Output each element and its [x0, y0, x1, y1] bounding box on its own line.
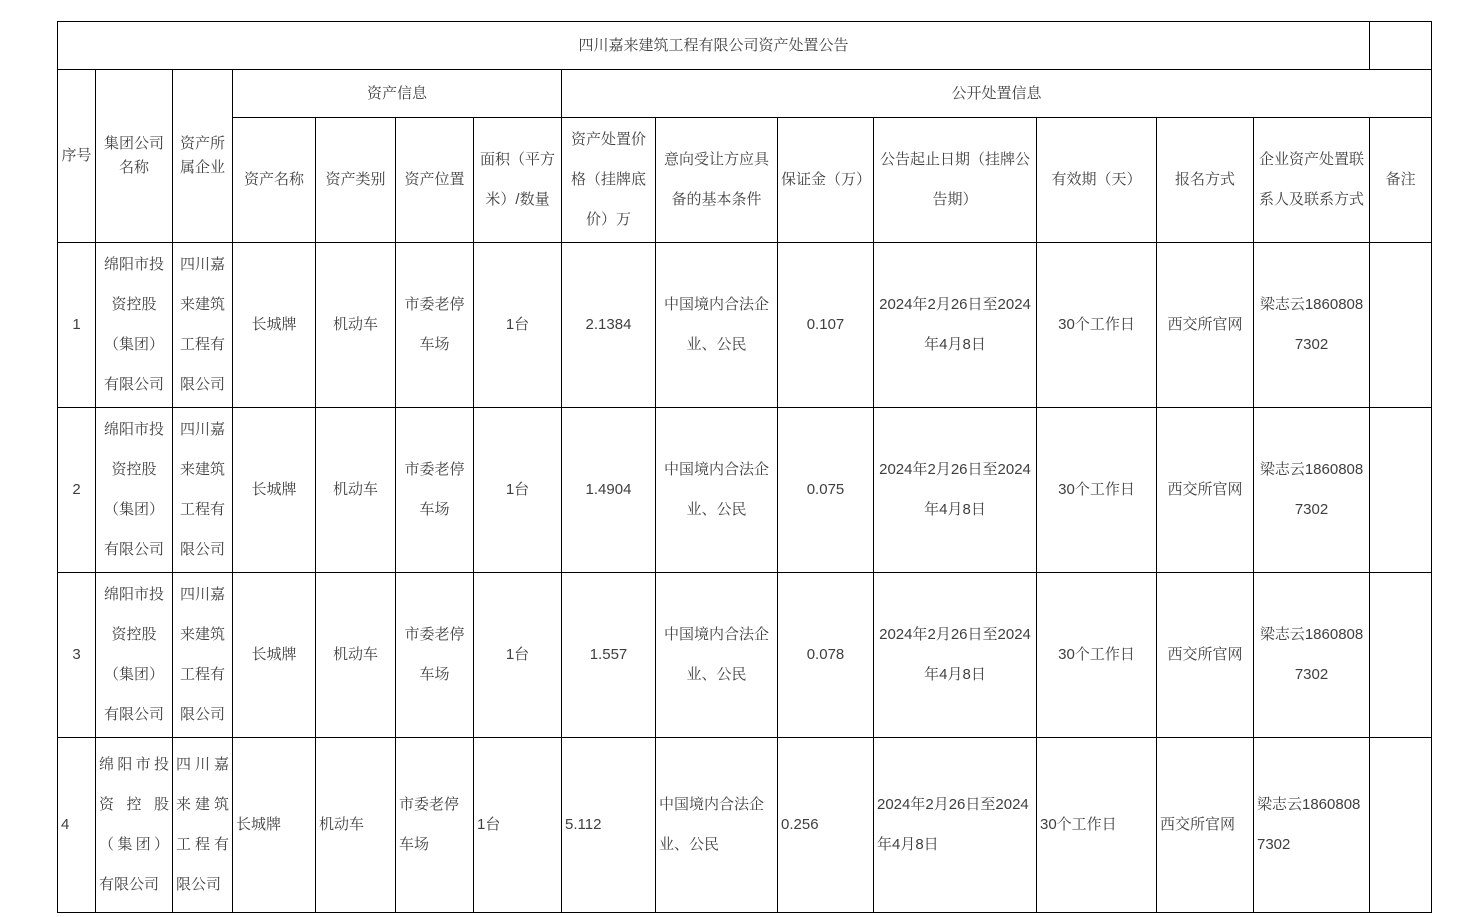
cell-owner-enterprise: 四川嘉来建筑工程有限公司	[173, 408, 233, 573]
cell-disposal-price: 1.557	[562, 573, 656, 738]
cell-transferee-conditions: 中国境内合法企业、公民	[656, 738, 778, 913]
cell-deposit: 0.078	[778, 573, 874, 738]
cell-disposal-price: 5.112	[562, 738, 656, 913]
cell-asset-location: 市委老停车场	[396, 738, 474, 913]
cell-registration-method: 西交所官网	[1157, 573, 1254, 738]
band-asset-info: 资产信息	[233, 70, 562, 118]
cell-announcement-period: 2024年2月26日至2024年4月8日	[874, 738, 1037, 913]
cell-asset-location: 市委老停车场	[396, 243, 474, 408]
cell-asset-name: 长城牌	[233, 573, 316, 738]
cell-asset-category: 机动车	[316, 408, 396, 573]
cell-serial: 3	[58, 573, 96, 738]
col-header-announcement-period: 公告起止日期（挂牌公告期）	[874, 118, 1037, 243]
cell-validity-days: 30个工作日	[1037, 243, 1157, 408]
cell-owner-enterprise: 四川嘉来建筑工程有限公司	[173, 738, 233, 913]
col-header-remarks: 备注	[1370, 118, 1432, 243]
cell-asset-name: 长城牌	[233, 738, 316, 913]
cell-transferee-conditions: 中国境内合法企业、公民	[656, 243, 778, 408]
title-row	[58, 22, 1432, 70]
col-header-contact: 企业资产处置联系人及联系方式	[1254, 118, 1370, 243]
cell-asset-name: 长城牌	[233, 243, 316, 408]
cell-asset-name: 长城牌	[233, 408, 316, 573]
table-row-3	[58, 573, 1432, 738]
cell-remarks	[1370, 243, 1432, 408]
col-header-disposal-price: 资产处置价格（挂牌底价）万	[562, 118, 656, 243]
cell-disposal-price: 2.1384	[562, 243, 656, 408]
cell-area-quantity: 1台	[474, 573, 562, 738]
cell-remarks	[1370, 408, 1432, 573]
col-header-owner-enterprise: 资产所属企业	[173, 70, 233, 243]
cell-group-company: 绵阳市投资控股（集团）有限公司	[96, 243, 173, 408]
col-header-deposit: 保证金（万）	[778, 118, 874, 243]
cell-group-company: 绵阳市投资控股（集团）有限公司	[96, 408, 173, 573]
cell-remarks	[1370, 738, 1432, 913]
col-header-validity-days: 有效期（天）	[1037, 118, 1157, 243]
cell-transferee-conditions: 中国境内合法企业、公民	[656, 408, 778, 573]
band-public-disposal-info: 公开处置信息	[562, 70, 1432, 118]
cell-transferee-conditions: 中国境内合法企业、公民	[656, 573, 778, 738]
table-row-2	[58, 408, 1432, 573]
cell-registration-method: 西交所官网	[1157, 243, 1254, 408]
col-header-group-company: 集团公司名称	[96, 70, 173, 243]
title-row-empty-cell	[1370, 22, 1432, 70]
cell-deposit: 0.075	[778, 408, 874, 573]
cell-asset-location: 市委老停车场	[396, 573, 474, 738]
cell-deposit: 0.107	[778, 243, 874, 408]
cell-serial: 2	[58, 408, 96, 573]
cell-asset-location: 市委老停车场	[396, 408, 474, 573]
col-header-asset-category: 资产类别	[316, 118, 396, 243]
cell-area-quantity: 1台	[474, 738, 562, 913]
cell-owner-enterprise: 四川嘉来建筑工程有限公司	[173, 573, 233, 738]
cell-announcement-period: 2024年2月26日至2024年4月8日	[874, 243, 1037, 408]
cell-deposit: 0.256	[778, 738, 874, 913]
cell-asset-category: 机动车	[316, 738, 396, 913]
col-header-asset-name: 资产名称	[233, 118, 316, 243]
cell-area-quantity: 1台	[474, 408, 562, 573]
col-header-transferee-conditions: 意向受让方应具备的基本条件	[656, 118, 778, 243]
cell-announcement-period: 2024年2月26日至2024年4月8日	[874, 573, 1037, 738]
cell-contact: 梁志云18608087302	[1254, 573, 1370, 738]
cell-validity-days: 30个工作日	[1037, 408, 1157, 573]
cell-serial: 1	[58, 243, 96, 408]
cell-asset-category: 机动车	[316, 243, 396, 408]
cell-group-company: 绵阳市投资控股（集团）有限公司	[96, 573, 173, 738]
cell-validity-days: 30个工作日	[1037, 573, 1157, 738]
cell-registration-method: 西交所官网	[1157, 408, 1254, 573]
column-header-row	[58, 118, 1432, 243]
cell-asset-category: 机动车	[316, 573, 396, 738]
cell-registration-method: 西交所官网	[1157, 738, 1254, 913]
page-title: 四川嘉来建筑工程有限公司资产处置公告	[58, 22, 1370, 70]
col-header-registration-method: 报名方式	[1157, 118, 1254, 243]
cell-serial: 4	[58, 738, 96, 913]
cell-group-company: 绵阳市投资控股（集团）有限公司	[96, 738, 173, 913]
cell-area-quantity: 1台	[474, 243, 562, 408]
cell-contact: 梁志云18608087302	[1254, 243, 1370, 408]
cell-owner-enterprise: 四川嘉来建筑工程有限公司	[173, 243, 233, 408]
table-row-4	[58, 738, 1432, 913]
cell-validity-days: 30个工作日	[1037, 738, 1157, 913]
col-header-area-quantity: 面积（平方米）/数量	[474, 118, 562, 243]
cell-announcement-period: 2024年2月26日至2024年4月8日	[874, 408, 1037, 573]
asset-disposal-table	[57, 21, 1432, 913]
cell-disposal-price: 1.4904	[562, 408, 656, 573]
col-header-asset-location: 资产位置	[396, 118, 474, 243]
cell-contact: 梁志云18608087302	[1254, 408, 1370, 573]
col-header-serial: 序号	[58, 70, 96, 243]
cell-contact: 梁志云18608087302	[1254, 738, 1370, 913]
table-row-1	[58, 243, 1432, 408]
cell-remarks	[1370, 573, 1432, 738]
band-header-row	[58, 70, 1432, 118]
